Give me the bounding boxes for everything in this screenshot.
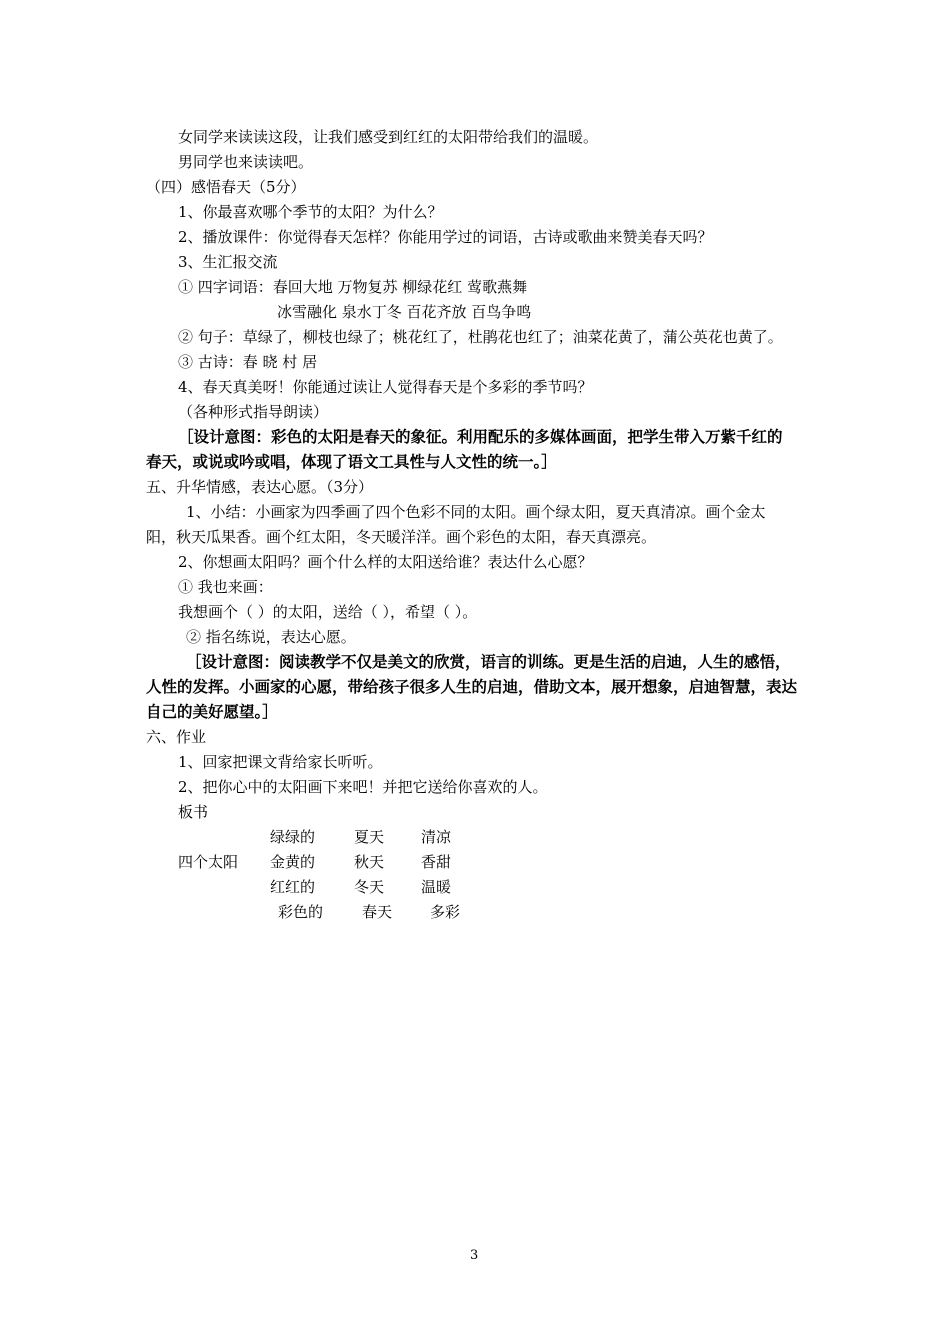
board-cell: 冬天 bbox=[354, 878, 385, 896]
section-heading: 五、升华情感，表达心愿。（3分） bbox=[146, 478, 374, 496]
paragraph-line: 男同学也来读读吧。 bbox=[178, 153, 314, 171]
page-number: 3 bbox=[470, 1248, 479, 1263]
paragraph-line: 我想画个（ ）的太阳，送给（ ），希望（ ）。 bbox=[178, 603, 478, 621]
paragraph-line: 1、回家把课文背给家长听听。 bbox=[178, 753, 383, 771]
board-heading: 板书 bbox=[178, 803, 209, 821]
paragraph-line: 冰雪融化 泉水丁冬 百花齐放 百鸟争鸣 bbox=[277, 303, 532, 321]
board-cell: 多彩 bbox=[430, 903, 461, 921]
board-cell: 红红的 bbox=[270, 878, 316, 896]
design-intent-line: 自己的美好愿望。］ bbox=[146, 702, 278, 721]
board-cell: 春天 bbox=[362, 903, 393, 921]
paragraph-line: （各种形式指导朗读） bbox=[178, 403, 329, 421]
board-label: 四个太阳 bbox=[178, 853, 239, 871]
paragraph-line: 3、生汇报交流 bbox=[178, 253, 278, 271]
board-cell: 秋天 bbox=[354, 853, 385, 871]
paragraph-line: 女同学来读读这段，让我们感受到红红的太阳带给我们的温暖。 bbox=[178, 128, 599, 146]
paragraph-line: ② 指名练说，表达心愿。 bbox=[186, 628, 356, 646]
design-intent-line: 春天，或说或吟或唱，体现了语文工具性与人文性的统一。］ bbox=[146, 452, 557, 471]
design-intent-line: ［设计意图：阅读教学不仅是美文的欣赏，语言的训练。更是生活的启迪，人生的感悟， bbox=[186, 652, 791, 671]
paragraph-line: 阳，秋天瓜果香。画个红太阳，冬天暖洋洋。画个彩色的太阳，春天真漂亮。 bbox=[146, 528, 657, 546]
board-cell: 清凉 bbox=[421, 828, 452, 846]
design-intent-line: ［设计意图：彩色的太阳是春天的象征。利用配乐的多媒体画面，把学生带入万紫千红的 bbox=[178, 427, 783, 446]
board-cell: 温暖 bbox=[421, 878, 452, 896]
paragraph-line: 2、播放课件：你觉得春天怎样？你能用学过的词语，古诗或歌曲来赞美春天吗？ bbox=[178, 228, 713, 246]
board-cell: 香甜 bbox=[421, 853, 452, 871]
board-cell: 彩色的 bbox=[278, 903, 324, 921]
board-cell: 夏天 bbox=[354, 828, 385, 846]
board-cell: 绿绿的 bbox=[270, 828, 316, 846]
section-heading: 六、作业 bbox=[146, 728, 207, 746]
paragraph-line: ① 我也来画： bbox=[178, 578, 273, 596]
paragraph-line: 1、小结：小画家为四季画了四个色彩不同的太阳。画个绿太阳，夏天真清凉。画个金太 bbox=[186, 503, 766, 521]
board-cell: 金黄的 bbox=[270, 853, 316, 871]
section-heading: （四）感悟春天（5分） bbox=[146, 178, 306, 196]
paragraph-line: 2、你想画太阳吗？画个什么样的太阳送给谁？表达什么心愿？ bbox=[178, 553, 593, 571]
paragraph-line: ③ 古诗：春 晓 村 居 bbox=[178, 353, 318, 371]
paragraph-line: ① 四字词语：春回大地 万物复苏 柳绿花红 莺歌燕舞 bbox=[178, 278, 528, 296]
paragraph-line: 4、春天真美呀！你能通过读让人觉得春天是个多彩的季节吗？ bbox=[178, 378, 593, 396]
paragraph-line: 2、把你心中的太阳画下来吧！并把它送给你喜欢的人。 bbox=[178, 778, 548, 796]
paragraph-line: 1、你最喜欢哪个季节的太阳？为什么？ bbox=[178, 203, 443, 221]
paragraph-line: ② 句子：草绿了，柳枝也绿了；桃花红了，杜鹃花也红了；油菜花黄了，蒲公英花也黄了。 bbox=[178, 328, 783, 346]
design-intent-line: 人性的发挥。小画家的心愿，带给孩子很多人生的启迪，借助文本，展开想象，启迪智慧，表达 bbox=[146, 677, 798, 696]
